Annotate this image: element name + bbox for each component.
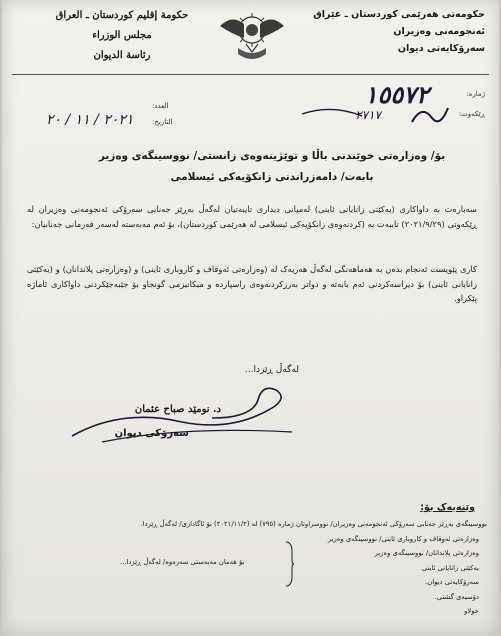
subject-line: بابەت/ دامەزراندنی زانکۆیەکی ئیسلامی [170, 171, 374, 183]
copies-same-purpose-note: بۆ هەمان مەبەستی سەرەوە/ لەگەڵ ڕێزدا... [120, 558, 245, 566]
body-paragraph-1: سەبارەت بە داواکاری (یەکێتی زانایانی ئاینی) لەمیانی دیداری تایبەتیان لەگەڵ بەڕێز جەنابی سەرۆکی ئەنجومەنی وەزیران لە ڕێکەوتی (٢٠٢١/٩/٢٩) تایبەت بە (کردنەوەی زانکۆیەکی ئیسلامی لە هەرێمی کوردستان)، بۆ ئەم مەبەستە لەسەر فەرمانی جەنابیان: [27, 204, 477, 229]
copies-brace [284, 540, 294, 588]
copies-list [17, 517, 487, 619]
body-paragraph-2: کاری پێویست ئەنجام بدەن بە هەماهەنگی لەگەڵ هەریەک لە (وەزارەتی ئەوقاف و کاروباری ئاینی) و (وەزارەتی پلاندانان) و (یەکێتی زانایانی ئاینی) بۆ دیراسەکردنی ئەم بابەتە و دواتر بەرزکردنەوەی راسپاردە و میکانیزمی گونجاو بۆ جێبەجێکردنی داواکاری ئاماژە پێکراو. [27, 264, 477, 303]
copies-item: وەزارەتی پلاندانان/ نووسینگەی وەزیر [374, 549, 479, 557]
document-date-kurdish: ٢٧١٧ [355, 108, 381, 122]
header-arabic-line3: رئاسة الديوان [93, 50, 151, 61]
date-label-arabic: التاريخ: [152, 118, 173, 126]
document-page [2, 0, 499, 636]
number-label-arabic: العدد: [152, 102, 169, 110]
signatory-title: سەرۆکی دیوان [114, 428, 189, 439]
header-kurdish-line3: سەرۆکایەتی دیوان [397, 43, 485, 54]
copies-item: نووسینگەی بەڕێز جەنابی سەرۆکی ئەنجومەنی وەزیران/ نووسراوتان ژمارە (٧٩٥) لە (٢٠٢١/١١/٢) بۆ ئاگاداری/ لەگەڵ ڕێزدا. [140, 520, 487, 528]
recipient-line: بۆ/ وەزارەتی خوێندنی باڵا و توێژینەوەی زانستی/ نووسینگەی وەزیر [98, 150, 446, 162]
copies-item: سەرۆکایەتی دیوان. [425, 578, 479, 586]
date-label-kurdish: ڕێکەوت: [458, 110, 485, 118]
document-date: ٢٠٢١ / ١١ / ٢٠ [46, 112, 134, 128]
number-label-kurdish: ژمارە: [466, 90, 485, 98]
signatory-name: د. نومێد صباح عثمان [134, 404, 221, 415]
copies-item: خولاو [464, 607, 479, 615]
handwriting-strokes [2, 0, 499, 140]
header-arabic-line1: حكومة إقليم كوردستان ـ العراق [55, 10, 189, 21]
header-kurdish-line1: حکومەتی هەرێمی کوردستان ـ عێراق [313, 9, 485, 20]
closing-greeting: لەگەڵ ڕێزدا... [244, 365, 299, 375]
copies-item: یەکێتی زانایانی ئاینی [421, 563, 479, 572]
copies-heading: وێنەیەک بۆ: [420, 502, 475, 513]
copies-item: دۆسیەی گشتی. [434, 592, 479, 601]
subject-block [67, 146, 477, 188]
copies-item: وەزارەتی ئەوقاف و کاروباری ئاینی/ نووسینگەی وەزیر [327, 534, 479, 543]
document-number: ١٥٥٧٢ [364, 80, 429, 109]
header-kurdish-line2: ئەنجومەنی وەزیران [393, 26, 485, 37]
header-arabic-line2: مجلس الوزراء [92, 30, 152, 41]
